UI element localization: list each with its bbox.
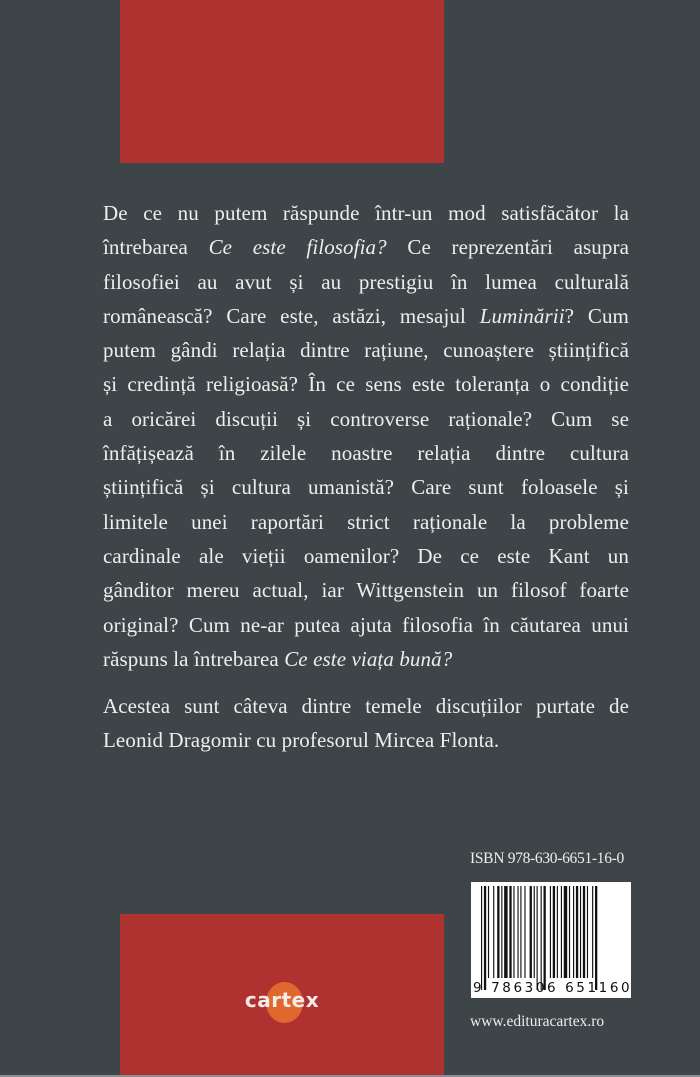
- blurb-line: științifică și cultura umanistă? Care sunt foloasele și: [103, 475, 629, 500]
- blurb-line: înfățișează în zilele noastre relația dintre cultura: [103, 441, 629, 466]
- blurb-line: românească? Care este, astăzi, mesajul Luminării? Cum: [103, 303, 629, 328]
- publisher-logo: [238, 982, 326, 1022]
- blurb-line: Acestea sunt câteva dintre temele discuțiilor purtate de: [103, 694, 629, 719]
- blurb-line: original? Cum ne-ar putea ajuta filosofia în căutarea unui: [103, 612, 629, 637]
- logo-text: cartex: [244, 988, 320, 1012]
- barcode-digits: 9 786306 651160: [473, 980, 633, 996]
- blurb-paragraph-summary: [103, 689, 629, 758]
- blurb-line: limitele unei raportări strict raționale la probleme: [103, 509, 629, 534]
- top-red-block: [120, 0, 444, 163]
- blurb-line: și credință religioasă? În ce sens este toleranța o condiție: [103, 372, 629, 397]
- blurb-line: filosofiei au avut și au prestigiu în lumea culturală: [103, 269, 629, 294]
- blurb-line: cardinale ale vieții oamenilor? De ce este Kant un: [103, 543, 629, 568]
- publisher-website-link[interactable]: www.edituracartex.ro: [470, 1013, 605, 1030]
- back-cover-blurb: [103, 196, 629, 758]
- blurb-line: putem gândi relația dintre rațiune, cunoaștere științifică: [103, 338, 629, 363]
- blurb-line: De ce nu putem răspunde într-un mod satisfăcător la: [103, 201, 629, 225]
- blurb-line: întrebarea Ce este filosofia? Ce reprezentări asupra: [103, 235, 629, 260]
- isbn-barcode: [471, 882, 631, 998]
- blurb-line: răspuns la întrebarea Ce este viața bună?: [103, 646, 453, 671]
- blurb-line: Leonid Dragomir cu profesorul Mircea Flonta.: [103, 728, 500, 753]
- blurb-paragraph-questions: [103, 196, 629, 676]
- blurb-line: a oricărei discuții și controverse raționale? Cum se: [103, 406, 629, 431]
- isbn-label: ISBN 978-630-6651-16-0: [470, 850, 624, 867]
- blurb-line: gânditor mereu actual, iar Wittgenstein un filosof foarte: [103, 578, 629, 603]
